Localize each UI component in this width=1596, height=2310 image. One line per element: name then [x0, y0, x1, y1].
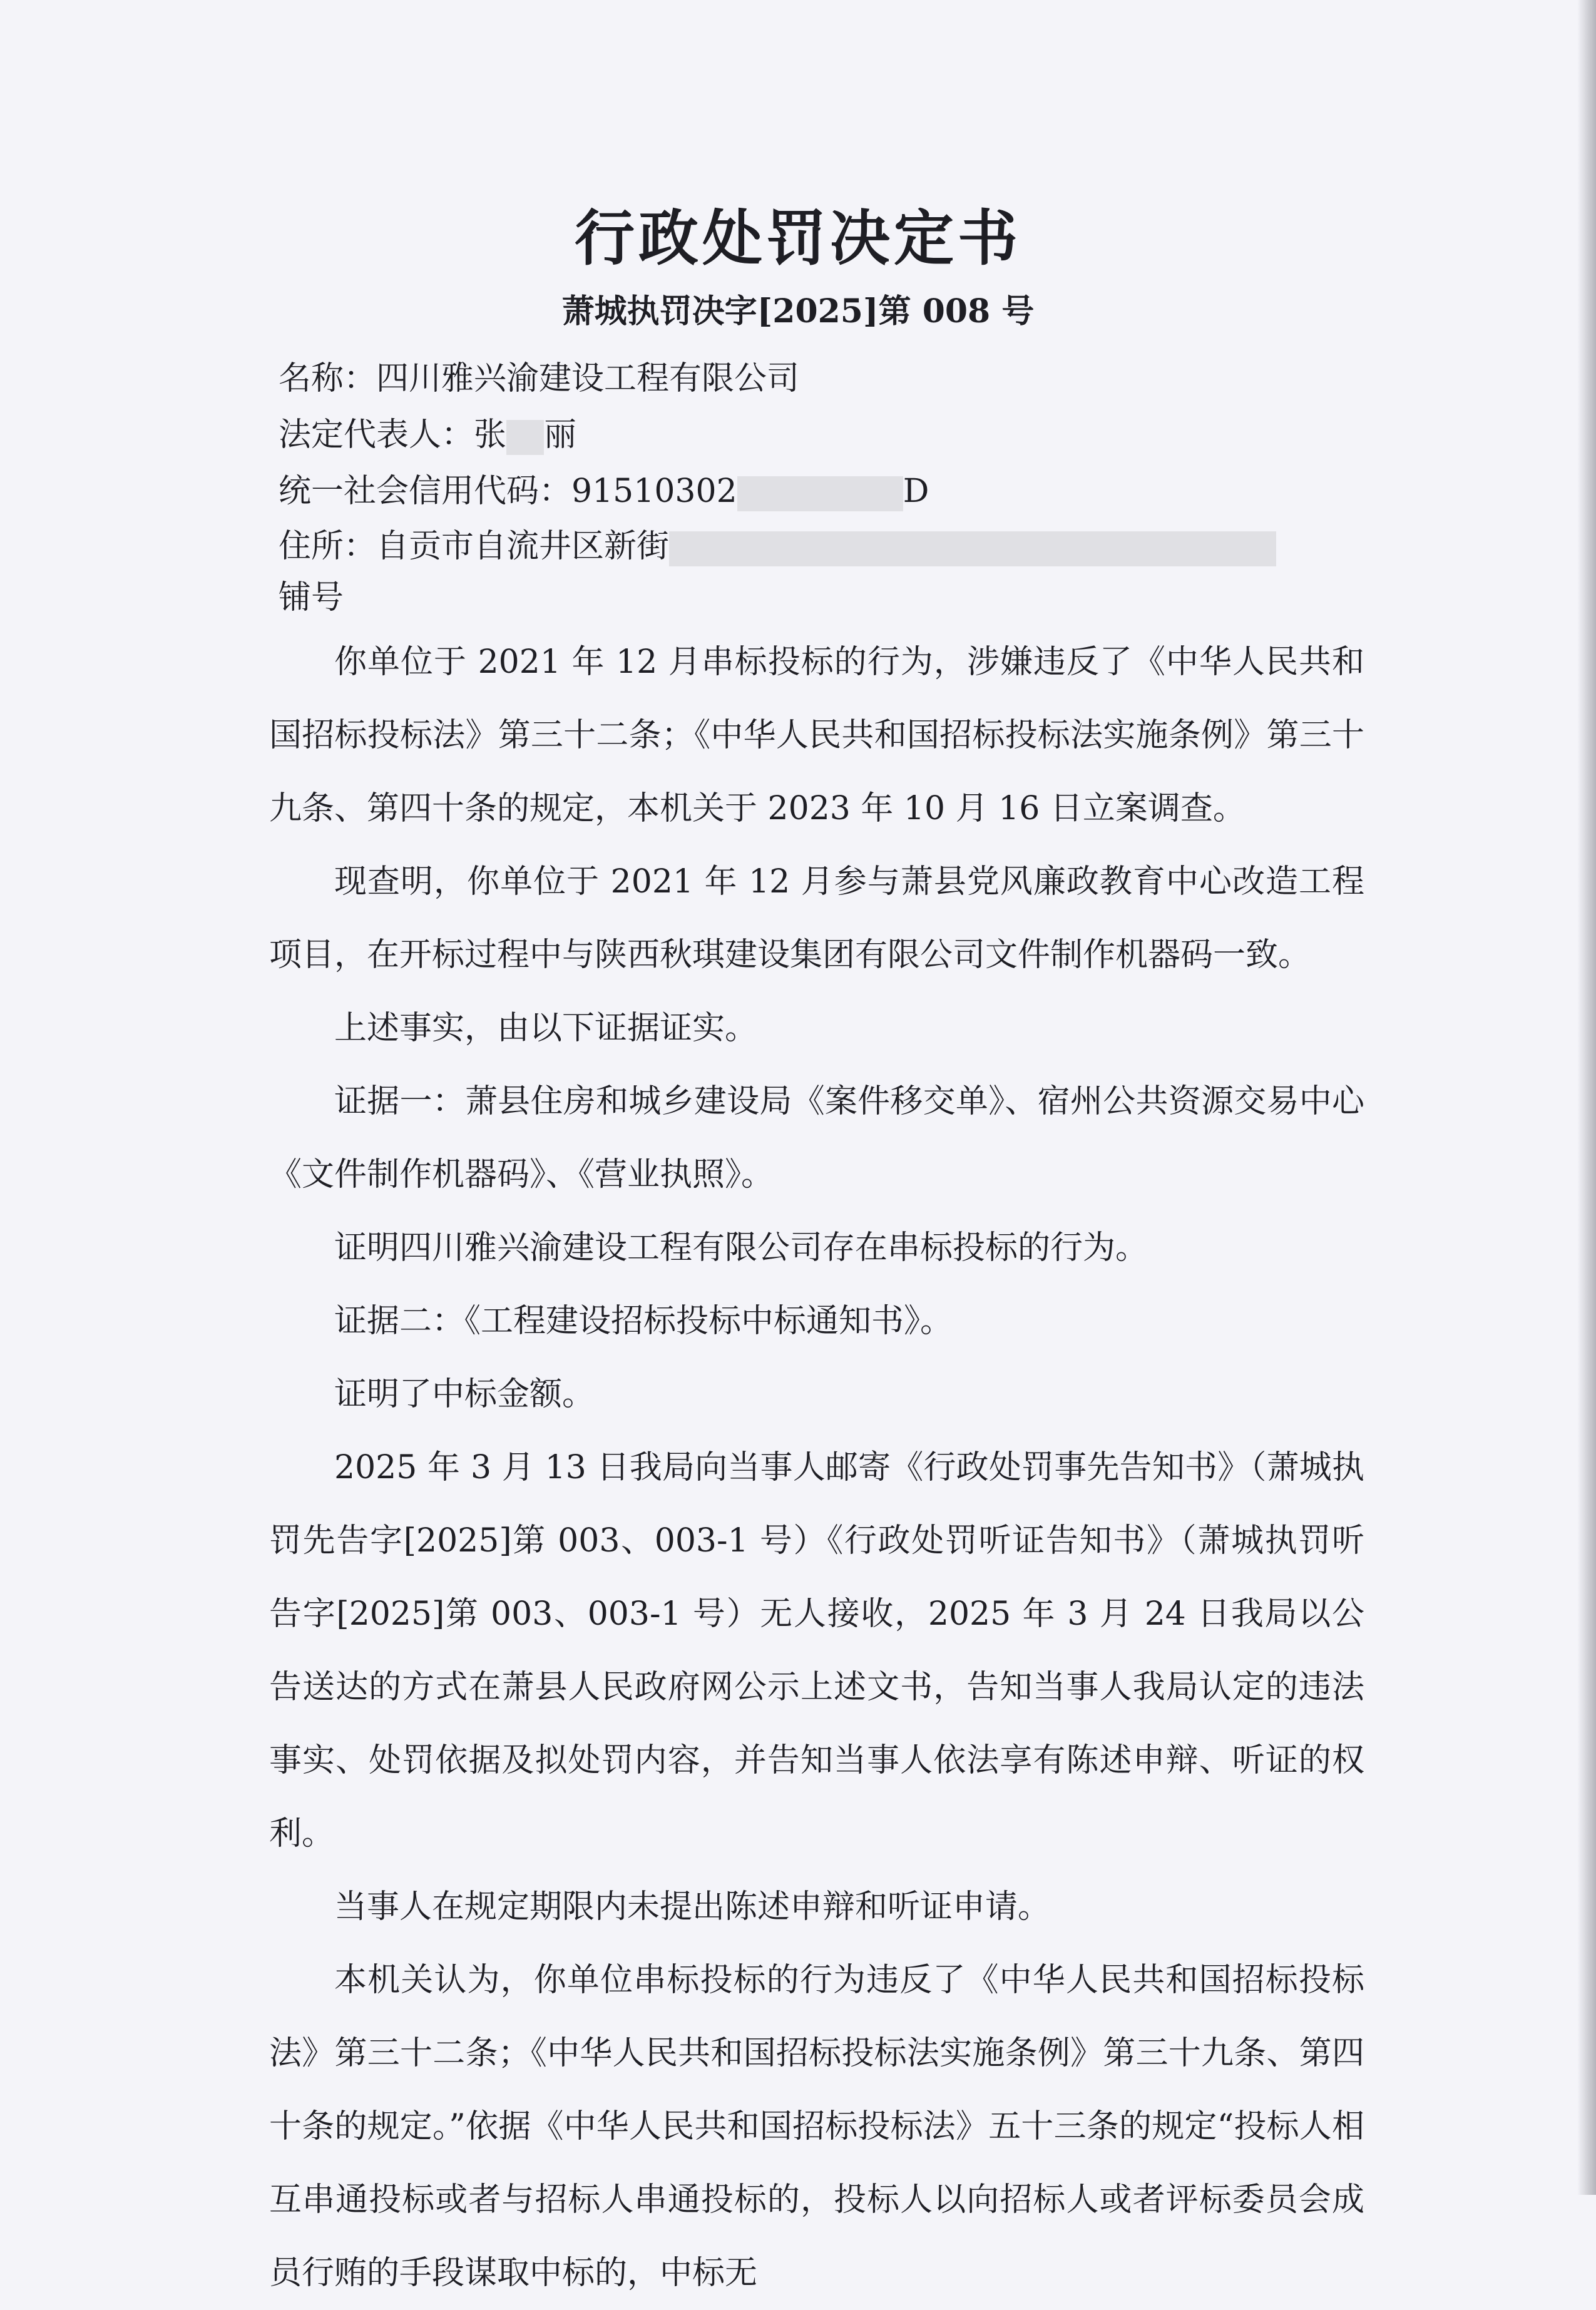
address-tail: 铺号: [279, 579, 344, 616]
paragraph: 现查明，你单位于 2021 年 12 月参与萧县党风廉政教育中心改造工程项目，在开标过程中与陕西秋琪建设集团有限公司文件制作机器码一致。: [269, 863, 1364, 974]
legal-rep-first: 张: [474, 416, 507, 454]
paragraph: 你单位于 2021 年 12 月串标投标的行为，涉嫌违反了《中华人民共和国招标投标法》第三十二条；《中华人民共和国招标投标法实施条例》第三十九条、第四十条的规定，本机关于 2023 年 10 月 16 日立案调查。: [269, 643, 1364, 827]
redaction-block: [669, 531, 1276, 566]
credit-code-prefix: 91510302: [571, 473, 737, 510]
credit-code-field: [279, 469, 929, 513]
paragraph: 本机关认为，你单位串标投标的行为违反了《中华人民共和国招标投标法》第三十二条；《中华人民共和国招标投标法实施条例》第三十九条、第四十条的规定。”依据《中华人民共和国招标投标法》五十三条的规定“投标人相互串通投标或者与招标人串通投标的，投标人以向招标人或者评标委员会成员行贿的手段谋取中标的，中标无: [269, 1961, 1364, 2292]
paragraph: 证明四川雅兴渝建设工程有限公司存在串标投标的行为。: [334, 1229, 1148, 1267]
paragraph: 上述事实，由以下证据证实。: [334, 1009, 758, 1047]
legal-rep-field: [279, 413, 576, 457]
redaction-block: [506, 420, 544, 455]
name-field: [279, 357, 799, 401]
name-value: 四川雅兴渝建设工程有限公司: [376, 360, 800, 397]
legal-rep-last: 丽: [544, 416, 577, 454]
address-value: 自贡市自流井区新街: [376, 528, 670, 565]
address-field: [279, 524, 1276, 568]
document-title: 行政处罚决定书: [575, 203, 1021, 273]
paragraph: 证据一：萧县住房和城乡建设局《案件移交单》、宿州公共资源交易中心《文件制作机器码》、《营业执照》。: [269, 1083, 1364, 1193]
name-label: 名称：: [279, 360, 377, 397]
document-number: 萧城执罚决字[2025]第 008 号: [561, 292, 1035, 330]
paragraph: 2025 年 3 月 13 日我局向当事人邮寄《行政处罚事先告知书》（萧城执罚先告字[2025]第 003、003-1 号）《行政处罚听证告知书》（萧城执罚听告字[2025]第 003、003-1 号）无人接收，2025 年 3 月 24 日我局以公告送达的方式在萧县人民政府网公示上述文书，告知当事人我局认定的违法事实、处罚依据及拟处罚内容，并告知当事人依法享有陈述申辩、听证的权利。: [269, 1449, 1364, 1853]
legal-rep-label: 法定代表人：: [279, 416, 474, 454]
paragraph: 证明了中标金额。: [334, 1376, 595, 1413]
document-body: [269, 626, 1364, 2310]
paragraph: 当事人在规定期限内未提出陈述申辩和听证申请。: [334, 1888, 1051, 1926]
address-label: 住所：: [279, 528, 377, 565]
paragraph: 证据二：《工程建设招标投标中标通知书》。: [334, 1302, 953, 1340]
redaction-block: [737, 476, 903, 511]
credit-code-label: 统一社会信用代码：: [279, 473, 572, 510]
credit-code-suffix: D: [903, 473, 929, 510]
